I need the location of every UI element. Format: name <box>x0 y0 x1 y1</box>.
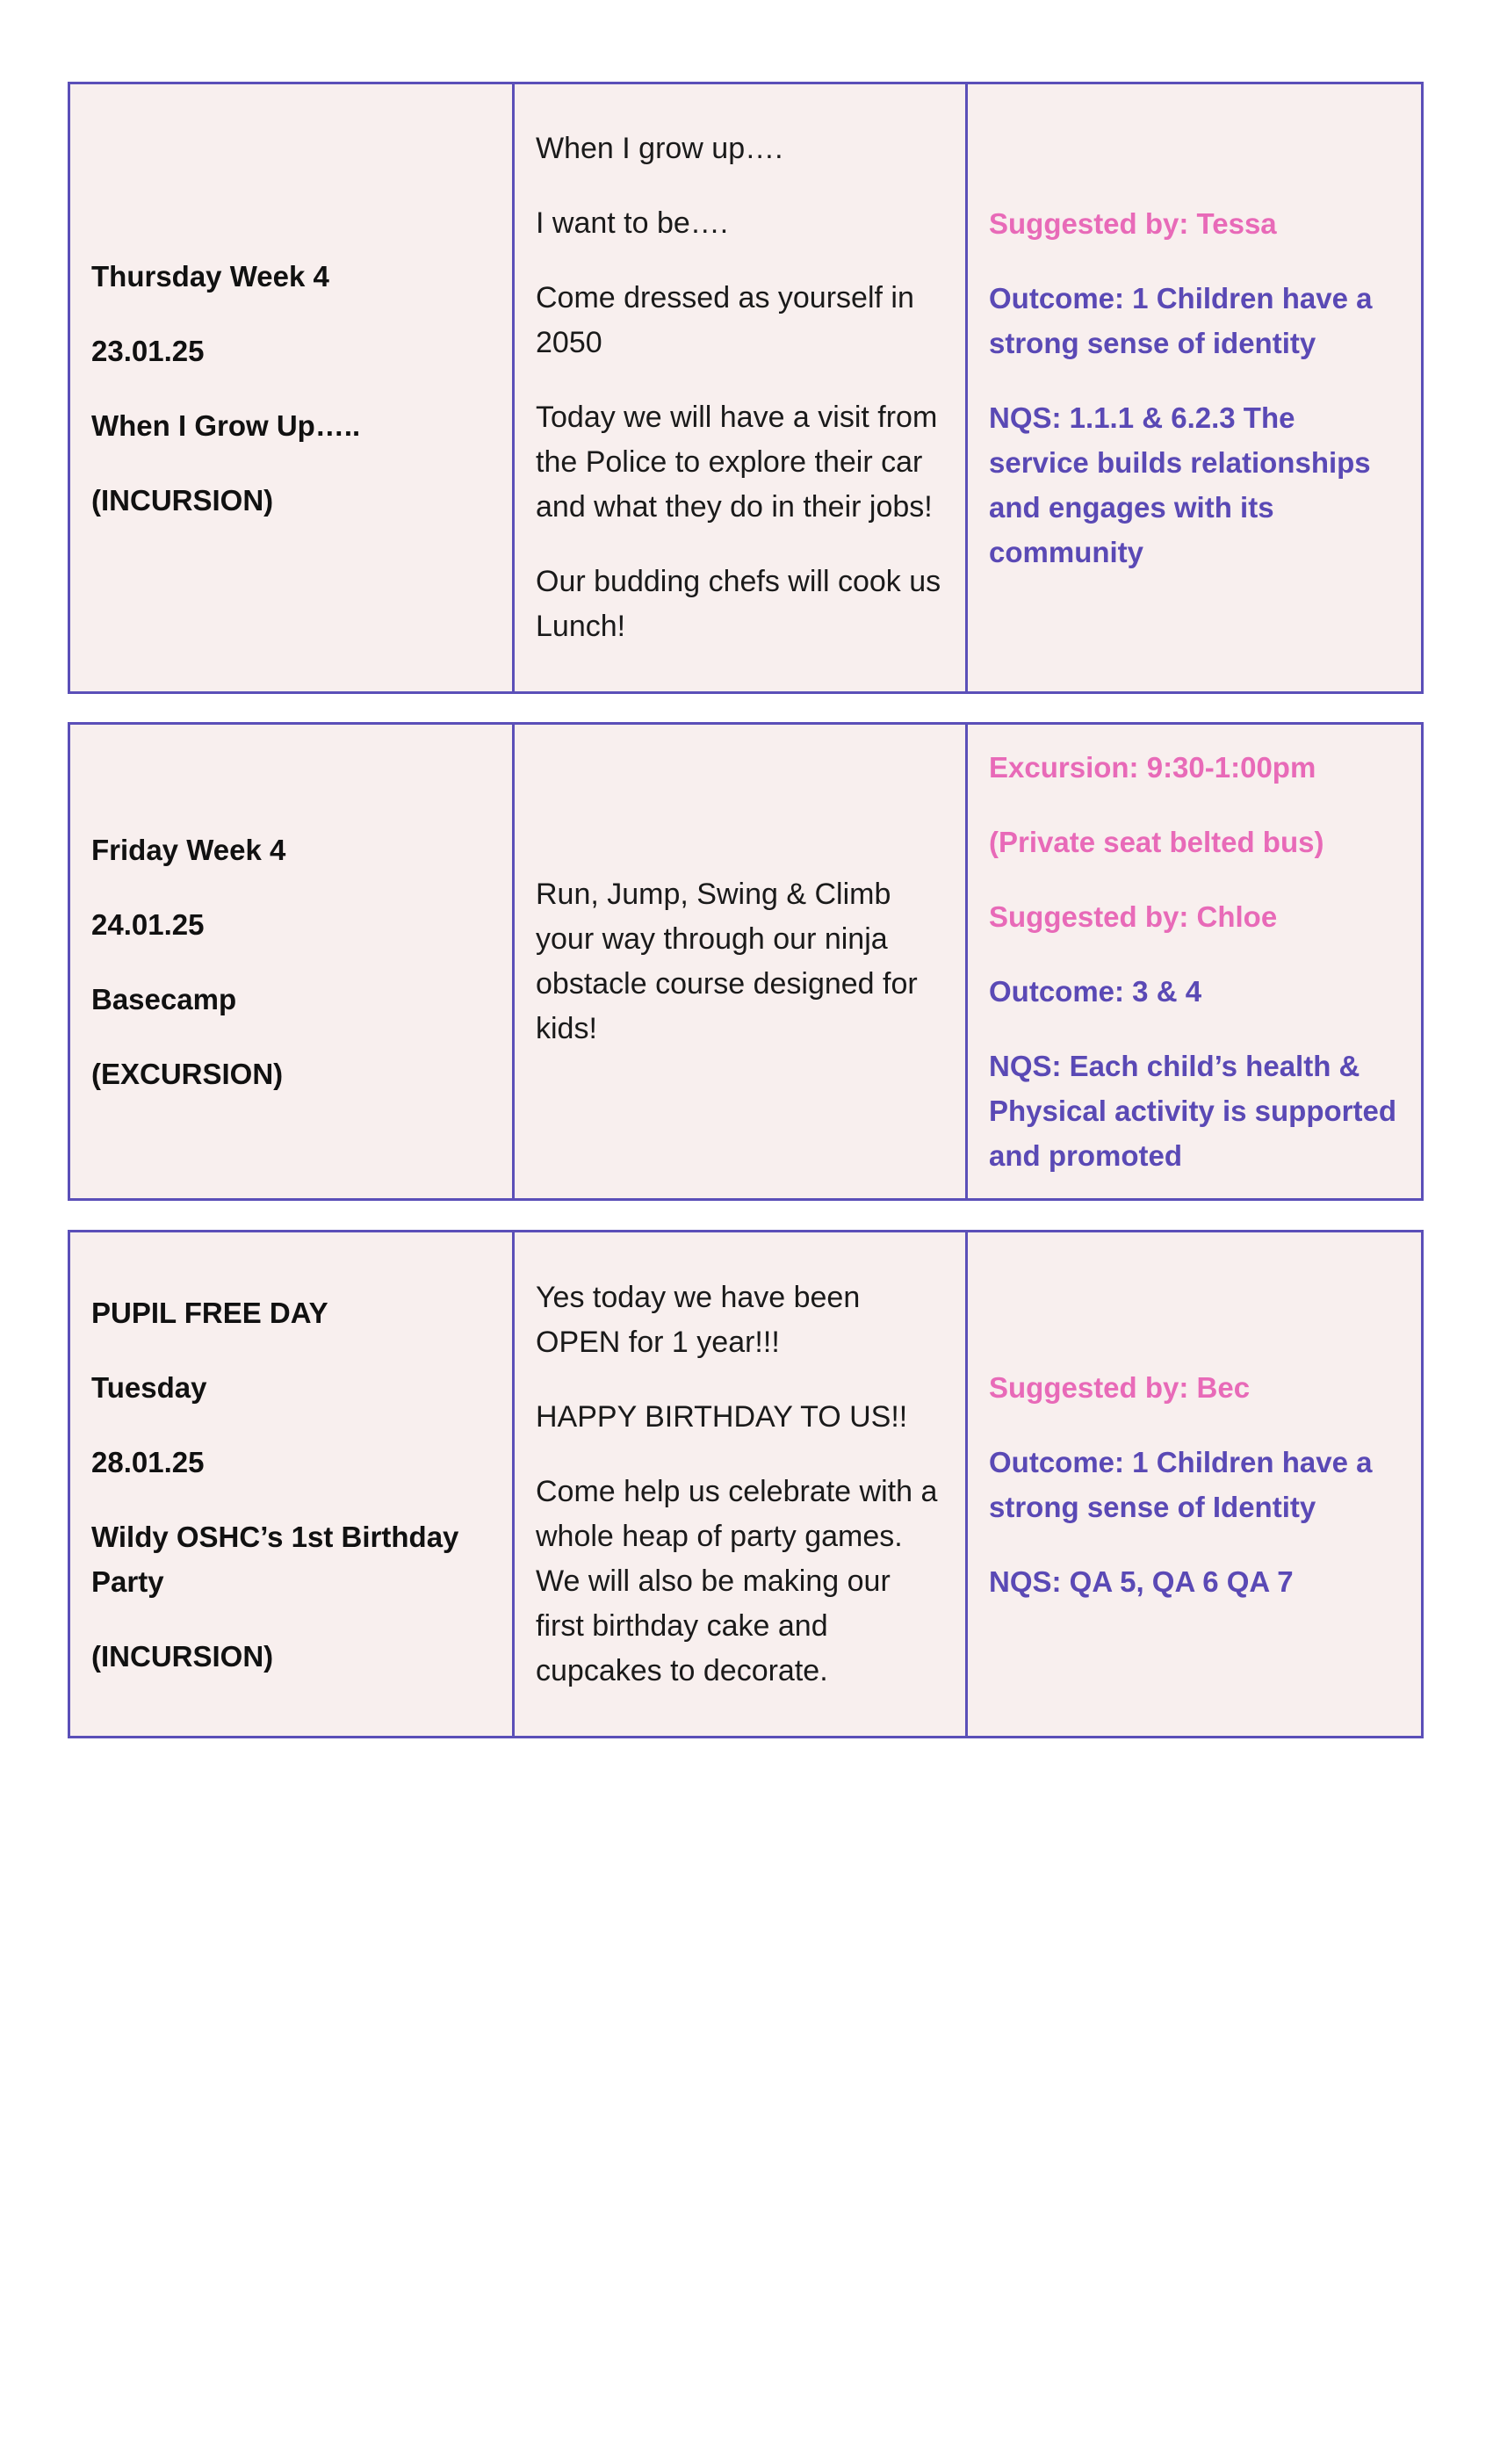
activity-card-pupil-free-day <box>68 1230 1424 1738</box>
day-label: Friday Week 4 <box>91 833 286 866</box>
day-info-column <box>70 725 515 1198</box>
transport-note: (Private seat belted bus) <box>989 826 1324 858</box>
date-label: 28.01.25 <box>91 1445 205 1478</box>
description-column <box>515 84 968 691</box>
activity-title: Wildy OSHC’s 1st Birthday Party <box>91 1520 459 1598</box>
activity-type: (EXCURSION) <box>91 1057 284 1090</box>
outcome: Outcome: 1 Children have a strong sense of Identity <box>989 1445 1373 1523</box>
description-line: I want to be…. <box>536 206 729 240</box>
day-label: Tuesday <box>91 1370 207 1404</box>
outcome: Outcome: 3 & 4 <box>989 975 1202 1008</box>
description-line: HAPPY BIRTHDAY TO US!! <box>536 1399 908 1434</box>
curriculum-column <box>968 1232 1421 1736</box>
description-line: Run, Jump, Swing & Climb your way through our ninja obstacle course designed for kids! <box>536 877 918 1045</box>
activity-title: When I Grow Up….. <box>91 408 361 442</box>
day-info-column <box>70 1232 515 1736</box>
outcome: Outcome: 1 Children have a strong sense of identity <box>989 282 1373 359</box>
nqs: NQS: QA 5, QA 6 QA 7 <box>989 1564 1294 1598</box>
suggested-by: Suggested by: Chloe <box>989 900 1278 933</box>
nqs: NQS: 1.1.1 & 6.2.3 The service builds relationships and engages with its community <box>989 401 1371 568</box>
description-line: Come help us celebrate with a whole heap of party games. We will also be making our first birthday cake and cupcakes to decorate. <box>536 1474 938 1687</box>
day-label: Thursday Week 4 <box>91 259 329 293</box>
excursion-time: Excursion: 9:30-1:00pm <box>989 751 1316 784</box>
suggested-by: Suggested by: Bec <box>989 1370 1251 1404</box>
description-line: Our budding chefs will cook us Lunch! <box>536 565 941 643</box>
description-line: Today we will have a visit from the Police to explore their car and what they do in their jobs! <box>536 401 938 524</box>
curriculum-column <box>968 725 1421 1198</box>
description-column <box>515 725 968 1198</box>
description-line: Yes today we have been OPEN for 1 year!!! <box>536 1280 861 1359</box>
suggested-by: Suggested by: Tessa <box>989 207 1277 240</box>
description-column <box>515 1232 968 1736</box>
nqs: NQS: Each child’s health & Physical activity is supported and promoted <box>989 1050 1396 1172</box>
day-note: PUPIL FREE DAY <box>91 1296 328 1329</box>
description-line: When I grow up…. <box>536 132 783 165</box>
date-label: 23.01.25 <box>91 334 205 367</box>
activity-type: (INCURSION) <box>91 1639 274 1673</box>
date-label: 24.01.25 <box>91 907 205 941</box>
day-info-column <box>70 84 515 691</box>
activity-card-friday <box>68 722 1424 1201</box>
activity-card-thursday <box>68 82 1424 694</box>
curriculum-column <box>968 84 1421 691</box>
description-line: Come dressed as yourself in 2050 <box>536 281 914 359</box>
activity-title: Basecamp <box>91 982 237 1015</box>
activity-type: (INCURSION) <box>91 483 274 517</box>
